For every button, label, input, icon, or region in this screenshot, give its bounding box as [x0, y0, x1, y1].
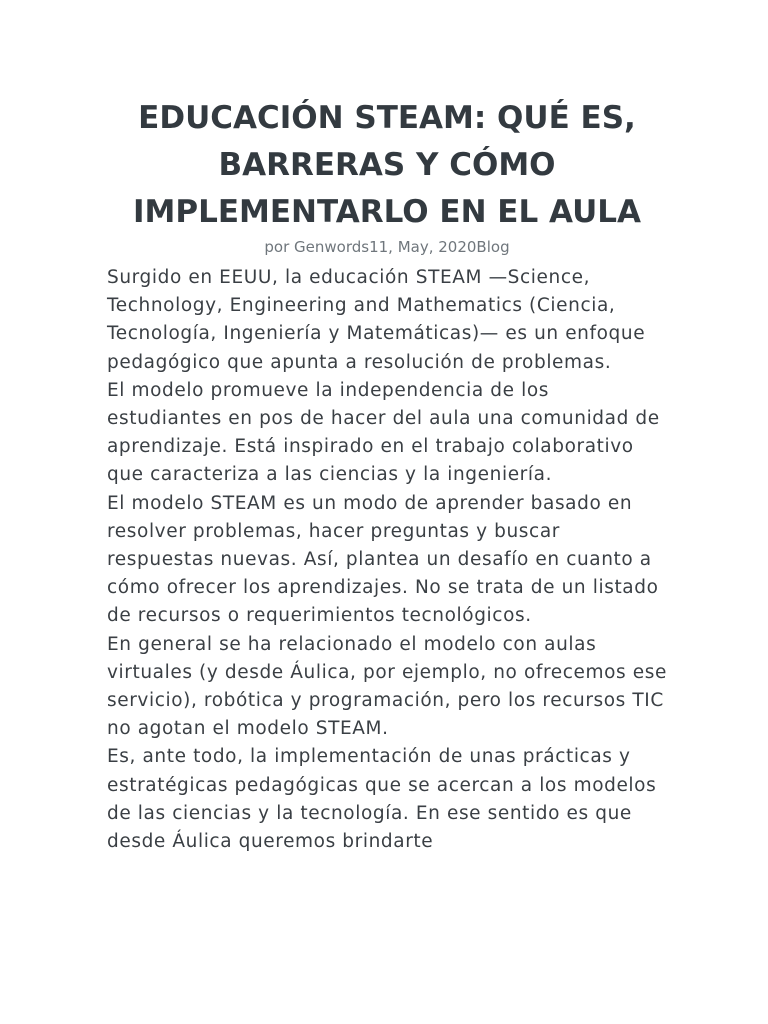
article: [107, 95, 667, 856]
title-line-3: IMPLEMENTARLO EN EL AULA: [133, 194, 641, 230]
article-body: [107, 264, 667, 856]
paragraph-1: Surgido en EEUU, la educación STEAM —Science, Technology, Engineering and Mathematics (Ciencia, Tecnología, Ingeniería y Matemáticas)— es un enfoque pedagógico que apunta a resolución de problemas.: [107, 267, 646, 373]
article-title: [107, 95, 667, 236]
title-line-2: BARRERAS Y CÓMO: [218, 147, 556, 183]
title-line-1: EDUCACIÓN STEAM: QUÉ ES,: [138, 100, 636, 136]
article-meta: por Genwords11, May, 2020Blog: [264, 238, 510, 256]
paragraph-3: El modelo STEAM es un modo de aprender basado en resolver problemas, hacer preguntas y buscar respuestas nuevas. Así, plantea un desafío en cuanto a cómo ofrecer los aprendizajes. No se trata de un listado de recursos o requerimientos tecnológicos.: [107, 492, 659, 627]
paragraph-2: El modelo promueve la independencia de los estudiantes en pos de hacer del aula una comunidad de aprendizaje. Está inspirado en el trabajo colaborativo que caracteriza a las ciencias y la ingeniería.: [107, 379, 660, 486]
paragraph-4: En general se ha relacionado el modelo con aulas virtuales (y desde Áulica, por ejemplo, no ofrecemos ese servicio), robótica y programación, pero los recursos TIC no agotan el modelo STEAM.: [107, 633, 667, 740]
paragraph-5: Es, ante todo, la implementación de unas prácticas y estratégicas pedagógicas que se acercan a los modelos de las ciencias y la tecnología. En ese sentido es que desde Áulica queremos brindarte: [107, 746, 657, 853]
